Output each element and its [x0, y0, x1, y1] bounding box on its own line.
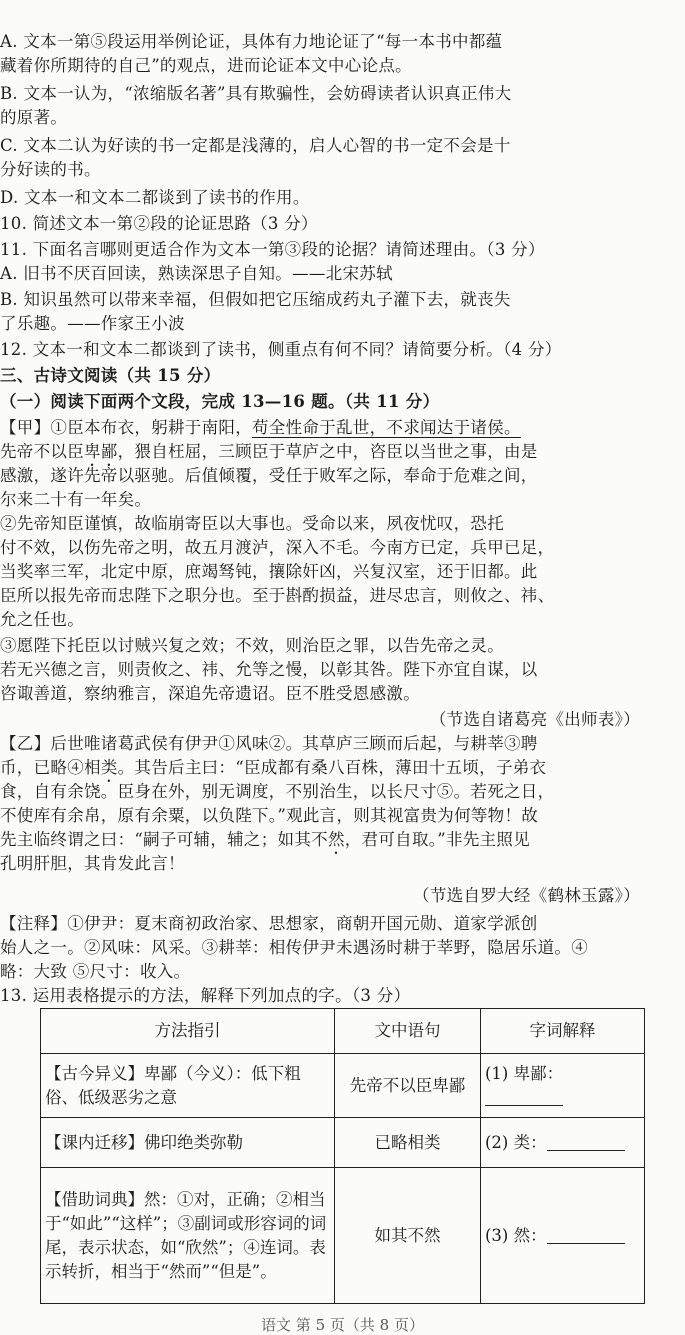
- method-cell: 【课内迁移】佛印绝类弥勒: [41, 1118, 335, 1168]
- table-row: [41, 1054, 645, 1118]
- question-line: 藏着你所期待的自己”的观点，进而论证本文中心论点。: [0, 56, 412, 75]
- page-footer: 语文 第 5 页（共 8 页）: [261, 1316, 424, 1334]
- yi-line-4: 不使库有余帛，原有余粟，以负陛下。”观此言，则其视富贵为何等物！故: [0, 806, 539, 825]
- sentence-cell: 先帝不以臣卑鄙: [335, 1054, 481, 1118]
- dotted-word-lei: 类: [100, 758, 118, 777]
- jia-paragraph-1-line-1: [0, 416, 685, 440]
- table-row: [41, 1168, 645, 1304]
- yi-text: 先主临终谓之曰：“嗣子可辅，辅之；如其不: [0, 830, 328, 849]
- question-line: C. 文本二认为好读的书一定都是浅薄的，启人心智的书一定不会是十: [0, 136, 511, 155]
- method-cell: 【借助词典】然：①对，正确；②相当于“如此”“这样”；③副词或形容词的词尾，表示状态，如“欣然”；④连词。表示转折，相当于“然而”“但是”。: [41, 1168, 335, 1304]
- yi-line-1: 【乙】后世唯诸葛武侯有伊尹①风味②。其草庐三顾而后起，与耕莘③聘: [0, 734, 538, 753]
- jia-text: 【甲】①臣本布衣，躬耕于南阳，: [0, 418, 252, 437]
- jia-paragraph-1-line-3: 感激，遂许先帝以驱驰。后值倾覆，受任于败军之际，奉命于危难之间，: [0, 466, 538, 485]
- answer-blank[interactable]: [547, 1225, 625, 1244]
- yi-source: （节选自罗大经《鹤林玉露》）: [413, 886, 640, 905]
- yi-line-3: 食，自有余饶。臣身在外，别无调度，不别治生，以长尺寸⑤。若死之日，: [0, 782, 555, 801]
- yi-text: 。其告后主曰：“臣成都有桑八百株，薄田十五顷，子弟衣: [117, 758, 547, 777]
- notes-line: 略：大致 ⑤尺寸：收入。: [0, 962, 191, 981]
- answer-blank[interactable]: [485, 1087, 563, 1106]
- part-1-heading: （一）阅读下面两个文段，完成 13—16 题。（共 11 分）: [0, 392, 440, 411]
- question-line: 12. 文本一和文本二都谈到了读书，侧重点有何不同？请简要分析。（4 分）: [0, 340, 562, 359]
- sentence-cell: 已略相类: [335, 1118, 481, 1168]
- answer-label: (3) 然：: [485, 1225, 547, 1245]
- sentence-cell: 如其不然: [335, 1168, 481, 1304]
- table-header-row: [41, 1009, 645, 1054]
- jia-source: （节选自诸葛亮《出师表》）: [429, 710, 640, 729]
- method-table: [40, 1008, 645, 1304]
- notes-line: 【注释】①伊尹：夏末商初政治家、思想家，商朝开国元勋、道家学派创: [0, 914, 538, 933]
- question-line: B. 知识虽然可以带来幸福，但假如把它压缩成药丸子灌下去，就丧失: [0, 290, 511, 309]
- yi-text: 币，已略④相: [0, 758, 101, 777]
- yi-line-6: 孔明肝胆，其肯发此言！: [0, 854, 185, 873]
- jia-paragraph-3-line: 咨诹善道，察纳雅言，深追先帝遗诏。臣不胜受恩感激。: [0, 684, 420, 703]
- question-13: 13. 运用表格提示的方法，解释下列加点的字。（3 分）: [0, 986, 411, 1005]
- question-line: 10. 简述文本一第②段的论证思路（3 分）: [0, 214, 318, 233]
- question-line: D. 文本一和文本二都谈到了读书的作用。: [0, 188, 310, 207]
- section-3-heading: 三、古诗文阅读（共 15 分）: [0, 366, 221, 385]
- question-line: A. 文本一第⑤段运用举例论证，具体有力地论证了“每一本书中都蕴: [0, 32, 503, 51]
- jia-paragraph-3-line: 若无兴德之言，则责攸之、祎、允等之慢，以彰其咎。陛下亦宜自谋，以: [0, 660, 538, 679]
- jia-paragraph-2-line: 当奖率三军，北定中原，庶竭驽钝，攘除奸凶，兴复汉室，还于旧都。此: [0, 562, 538, 581]
- jia-paragraph-2-line: 付不效，以伤先帝之明，故五月渡泸，深入不毛。今南方已定，兵甲已足，: [0, 538, 555, 557]
- jia-paragraph-2-line: 臣所以报先帝而忠陛下之职分也。至于斟酌损益，进尽忠言，则攸之、祎、: [0, 586, 555, 605]
- jia-paragraph-2-line: ②先帝知臣谨慎，故临崩寄臣以大事也。受命以来，夙夜忧叹，恐托: [0, 514, 504, 533]
- answer-label: (2) 类：: [485, 1132, 547, 1152]
- notes-line: 始人之一。②风味：风采。③耕莘：相传伊尹未遇汤时耕于莘野，隐居乐道。④: [0, 938, 588, 957]
- answer-cell: [481, 1118, 645, 1168]
- jia-text: ，猥自枉屈，三顾臣于草庐之中，咨臣以当世之事，由是: [117, 442, 538, 461]
- table-row: [41, 1118, 645, 1168]
- answer-cell: [481, 1168, 645, 1304]
- answer-cell: [481, 1054, 645, 1118]
- question-line: B. 文本一认为，“浓缩版名著”具有欺骗性，会妨碍读者认识真正伟大: [0, 84, 512, 103]
- question-line: 分好读的书。: [0, 160, 101, 179]
- jia-paragraph-3-line: ③愿陛下托臣以讨贼兴复之效；不效，则治臣之罪，以告先帝之灵。: [0, 636, 504, 655]
- dotted-word-ran: 然: [327, 830, 345, 849]
- question-line: A. 旧书不厌百回读，熟读深思子自知。——北宋苏轼: [0, 264, 393, 283]
- jia-text: 先帝不以臣: [0, 442, 84, 461]
- jia-paragraph-1-line-4: 尔来二十有一年矣。: [0, 490, 152, 509]
- column-header: 文中语句: [335, 1009, 481, 1054]
- answer-blank[interactable]: [547, 1132, 625, 1151]
- jia-paragraph-2-line: 允之任也。: [0, 610, 84, 629]
- yi-text: ，君可自取。”非先主照见: [344, 830, 531, 849]
- question-line: 11. 下面名言哪则更适合作为文本一第③段的论据？请简述理由。（3 分）: [0, 240, 545, 259]
- underlined-sentence: 苟全性命于乱世，不求闻达于诸侯。: [252, 418, 521, 437]
- method-cell: 【古今异义】卑鄙（今义）：低下粗俗、低级恶劣之意: [41, 1054, 335, 1118]
- dotted-word-beibi: 卑鄙: [84, 442, 118, 461]
- answer-label: (1) 卑鄙：: [485, 1063, 564, 1083]
- question-line: 了乐趣。——作家王小波: [0, 314, 185, 333]
- column-header: 方法指引: [41, 1009, 335, 1054]
- column-header: 字词解释: [481, 1009, 645, 1054]
- question-line: 的原著。: [0, 108, 68, 127]
